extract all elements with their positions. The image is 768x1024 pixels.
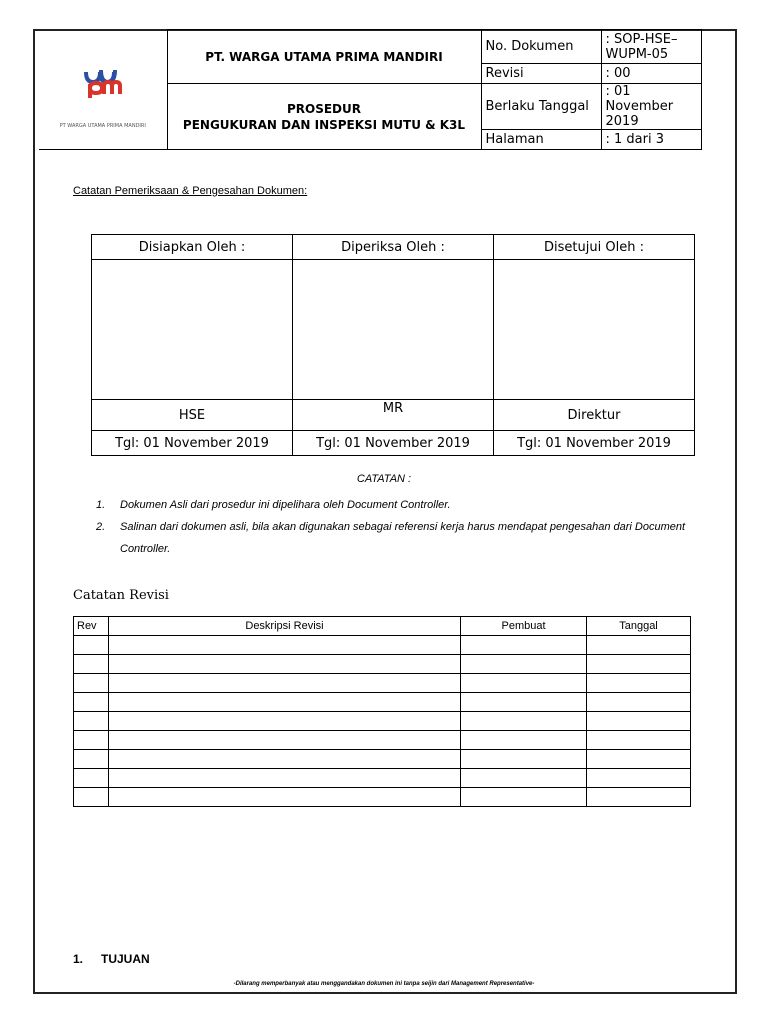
role-prepared: HSE bbox=[92, 400, 293, 431]
note-text: Salinan dari dokumen asli, bila akan digunakan sebagai referensi kerja harus mendapat pengesahan dari Document Controller. bbox=[120, 521, 686, 555]
approval-table bbox=[91, 234, 695, 456]
table-cell bbox=[587, 655, 691, 674]
table-cell bbox=[74, 769, 109, 788]
table-cell bbox=[74, 750, 109, 769]
approval-col-approved: Disetujui Oleh : bbox=[494, 235, 695, 260]
table-cell bbox=[109, 769, 461, 788]
section-title: TUJUAN bbox=[101, 952, 150, 966]
note-number: 2. bbox=[96, 521, 106, 533]
table-cell bbox=[461, 712, 587, 731]
table-cell bbox=[461, 693, 587, 712]
revision-header-description: Deskripsi Revisi bbox=[109, 617, 461, 636]
note-item bbox=[96, 516, 696, 560]
date-prepared: Tgl: 01 November 2019 bbox=[92, 431, 293, 456]
note-number: 1. bbox=[96, 499, 106, 511]
revision-header-author: Pembuat bbox=[461, 617, 587, 636]
logo-cell bbox=[39, 30, 167, 150]
procedure-title-line1: PROSEDUR bbox=[286, 101, 362, 116]
section-heading bbox=[73, 952, 150, 966]
table-cell bbox=[109, 693, 461, 712]
field-label-berlaku: Berlaku Tanggal bbox=[481, 84, 601, 130]
table-row bbox=[74, 788, 691, 807]
role-approved: Direktur bbox=[494, 400, 695, 431]
table-row bbox=[74, 674, 691, 693]
table-row bbox=[74, 731, 691, 750]
signature-box-checked bbox=[293, 260, 494, 400]
company-name: PT. WARGA UTAMA PRIMA MANDIRI bbox=[167, 30, 481, 84]
role-checked: MR bbox=[293, 400, 494, 431]
table-cell bbox=[109, 731, 461, 750]
table-cell bbox=[74, 655, 109, 674]
field-value-revisi: : 00 bbox=[601, 64, 701, 84]
field-value-halaman: : 1 dari 3 bbox=[601, 130, 701, 150]
note-text: Dokumen Asli dari prosedur ini dipelihara oleh Document Controller. bbox=[120, 499, 451, 511]
table-cell bbox=[109, 636, 461, 655]
table-cell bbox=[461, 769, 587, 788]
company-logo bbox=[68, 50, 138, 120]
logo-m-shape bbox=[104, 82, 120, 94]
table-cell bbox=[109, 655, 461, 674]
table-cell bbox=[587, 788, 691, 807]
signature-box-prepared bbox=[92, 260, 293, 400]
table-cell bbox=[461, 655, 587, 674]
table-cell bbox=[587, 750, 691, 769]
table-cell bbox=[74, 636, 109, 655]
table-row bbox=[74, 769, 691, 788]
table-cell bbox=[587, 693, 691, 712]
procedure-title bbox=[167, 84, 481, 150]
revision-header-date: Tanggal bbox=[587, 617, 691, 636]
table-cell bbox=[109, 674, 461, 693]
table-cell bbox=[109, 750, 461, 769]
field-value-berlaku: : 01 November 2019 bbox=[601, 84, 701, 130]
field-label-revisi: Revisi bbox=[481, 64, 601, 84]
procedure-title-line2: PENGUKURAN DAN INSPEKSI MUTU & K3L bbox=[182, 117, 466, 132]
approval-col-prepared: Disiapkan Oleh : bbox=[92, 235, 293, 260]
note-item bbox=[96, 494, 696, 516]
table-cell bbox=[461, 674, 587, 693]
section-number: 1. bbox=[73, 952, 84, 966]
logo-caption: PT WARGA UTAMA PRIMA MANDIRI bbox=[59, 122, 146, 129]
revision-title: Catatan Revisi bbox=[73, 588, 169, 603]
table-cell bbox=[461, 731, 587, 750]
table-cell bbox=[109, 788, 461, 807]
revision-rows bbox=[74, 636, 691, 807]
approval-title: Catatan Pemeriksaan & Pengesahan Dokumen: bbox=[73, 185, 308, 197]
table-cell bbox=[74, 788, 109, 807]
document-header bbox=[39, 29, 702, 150]
table-cell bbox=[74, 674, 109, 693]
table-row bbox=[74, 655, 691, 674]
notes-list bbox=[96, 494, 696, 560]
field-label-halaman: Halaman bbox=[481, 130, 601, 150]
table-cell bbox=[587, 674, 691, 693]
table-cell bbox=[461, 636, 587, 655]
table-cell bbox=[74, 712, 109, 731]
table-row bbox=[74, 712, 691, 731]
table-cell bbox=[461, 788, 587, 807]
table-cell bbox=[587, 731, 691, 750]
field-label-no-dokumen: No. Dokumen bbox=[481, 30, 601, 64]
table-cell bbox=[74, 731, 109, 750]
field-value-no-dokumen: : SOP-HSE–WUPM-05 bbox=[601, 30, 701, 64]
table-cell bbox=[587, 636, 691, 655]
date-approved: Tgl: 01 November 2019 bbox=[494, 431, 695, 456]
table-cell bbox=[461, 750, 587, 769]
table-cell bbox=[109, 712, 461, 731]
logo-p-shape bbox=[90, 83, 102, 98]
footer-disclaimer: -Dilarang memperbanyak atau menggandakan dokumen ini tanpa seijin dari Management Representative- bbox=[233, 981, 535, 987]
table-row bbox=[74, 750, 691, 769]
table-cell bbox=[587, 712, 691, 731]
table-row bbox=[74, 636, 691, 655]
table-cell bbox=[74, 693, 109, 712]
table-cell bbox=[587, 769, 691, 788]
table-row bbox=[74, 693, 691, 712]
approval-col-checked: Diperiksa Oleh : bbox=[293, 235, 494, 260]
date-checked: Tgl: 01 November 2019 bbox=[293, 431, 494, 456]
revision-table bbox=[73, 616, 691, 807]
revision-header-rev: Rev bbox=[74, 617, 109, 636]
notes-title: CATATAN : bbox=[356, 473, 412, 485]
signature-box-approved bbox=[494, 260, 695, 400]
